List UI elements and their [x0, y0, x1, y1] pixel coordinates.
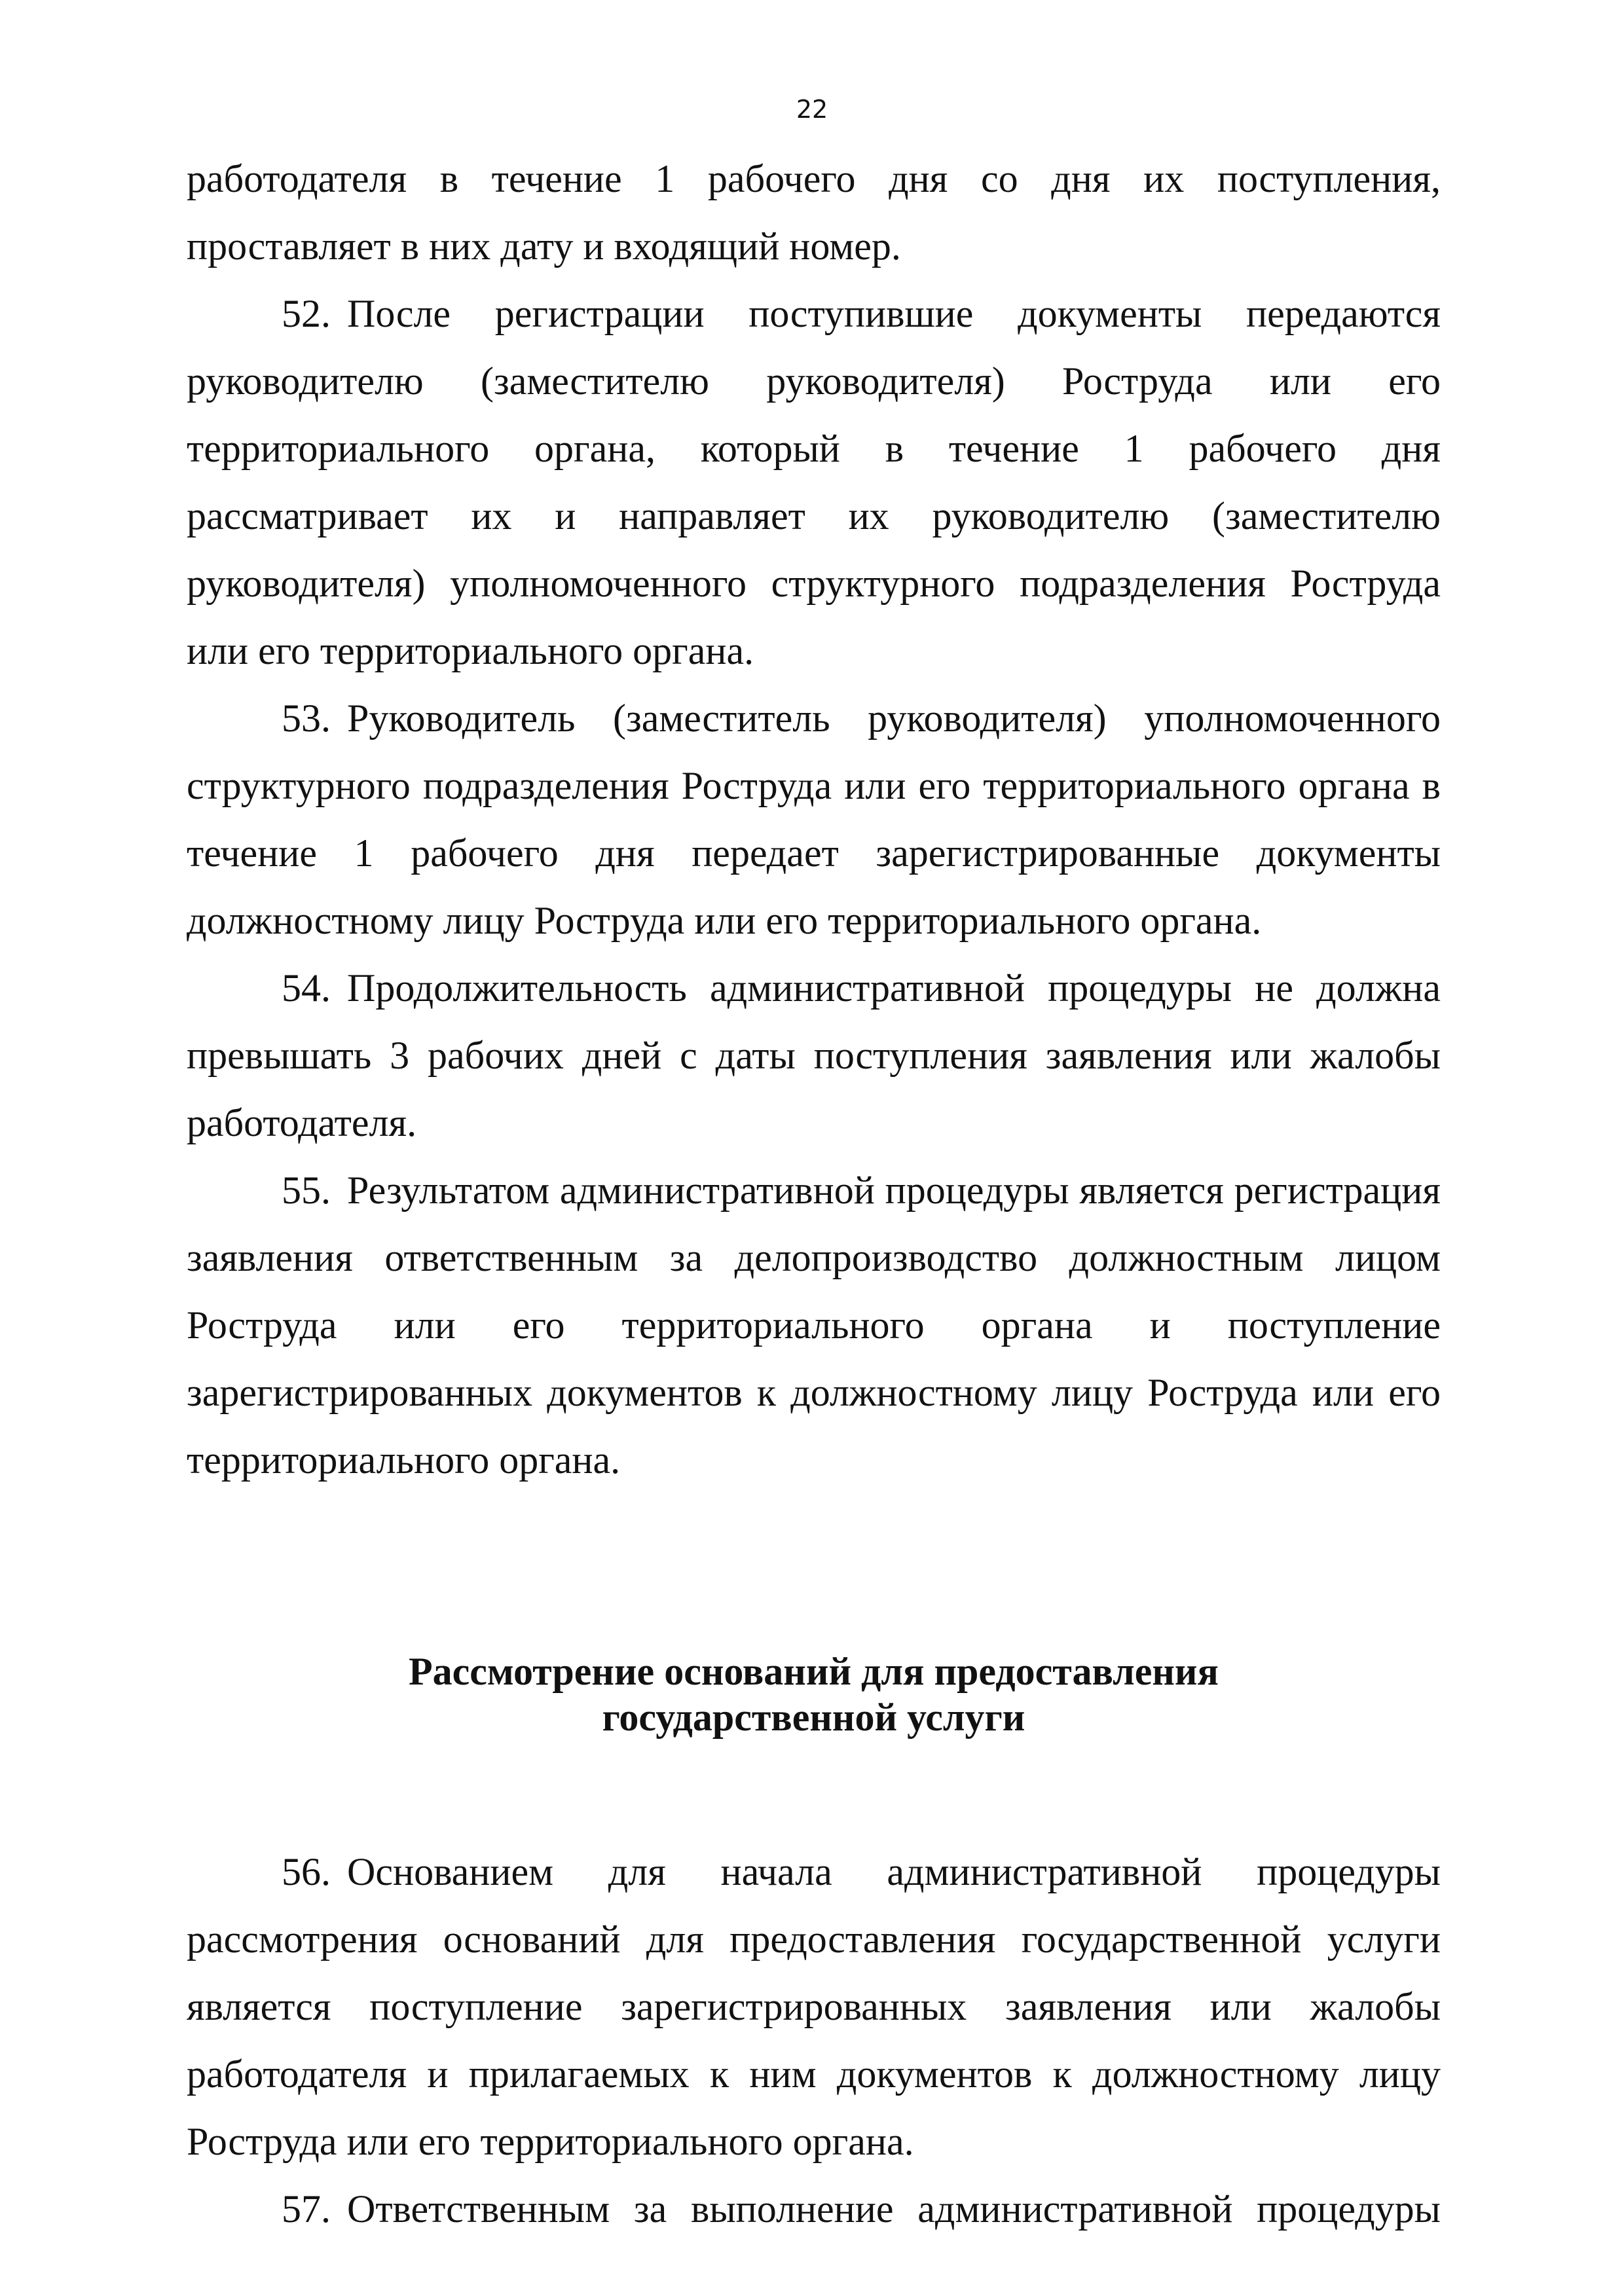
- paragraph-57: [187, 2176, 1441, 2243]
- spacer: [187, 1740, 1441, 1838]
- paragraph-text: Ответственным за выполнение административной процедуры: [347, 2187, 1441, 2231]
- paragraph-number: 56.: [282, 1850, 331, 1893]
- paragraph-55: [187, 1157, 1441, 1494]
- paragraph-number: 54.: [282, 966, 331, 1010]
- paragraph-text: Основанием для начала административной процедуры рассмотрения оснований для предоставления государственной услуги является поступление зарегистрированных заявления или жалобы работодателя и прилагаемых к ним документов к должностному лицу Роструда или его территориального органа.: [187, 1850, 1441, 2163]
- section-heading-line-1: Рассмотрение оснований для предоставления: [409, 1650, 1219, 1693]
- paragraph-text: Продолжительность административной процедуры не должна превышать 3 рабочих дней с даты поступления заявления или жалобы работодателя.: [187, 966, 1441, 1144]
- paragraph-text: Результатом административной процедуры является регистрация заявления ответственным за делопроизводство должностным лицом Роструда или его территориального органа и поступление зарегистрированных документов к должностному лицу Роструда или его территориального органа.: [187, 1169, 1441, 1482]
- paragraph-text: Руководитель (заместитель руководителя) уполномоченного структурного подразделения Роструда или его территориального органа в течение 1 рабочего дня передает зарегистрированные документы должностному лицу Роструда или его территориального органа.: [187, 697, 1441, 942]
- paragraph-56: [187, 1838, 1441, 2176]
- paragraph-number: 57.: [282, 2187, 331, 2231]
- paragraph-number: 55.: [282, 1169, 331, 1212]
- paragraph-51-continuation: [187, 145, 1441, 280]
- paragraph-54: [187, 955, 1441, 1157]
- paragraph-text: После регистрации поступившие документы передаются руководителю (заместителю руководителя) Роструда или его территориального органа, который в течение 1 рабочего дня рассматривает их и направляет их руководителю (заместителю руководителя) уполномоченного структурного подразделения Роструда или его территориального органа.: [187, 292, 1441, 672]
- paragraph-number: 52.: [282, 292, 331, 335]
- paragraph-52: [187, 280, 1441, 685]
- paragraph-text: работодателя в течение 1 рабочего дня со дня их поступления, проставляет в них дату и входящий номер.: [187, 157, 1441, 268]
- paragraph-number: 53.: [282, 697, 331, 740]
- paragraph-53: [187, 685, 1441, 955]
- section-heading: [187, 1649, 1441, 1740]
- document-body: [187, 145, 1441, 2243]
- page-number: 22: [796, 95, 828, 124]
- section-heading-line-2: государственной услуги: [602, 1696, 1025, 1739]
- spacer: [187, 1494, 1441, 1649]
